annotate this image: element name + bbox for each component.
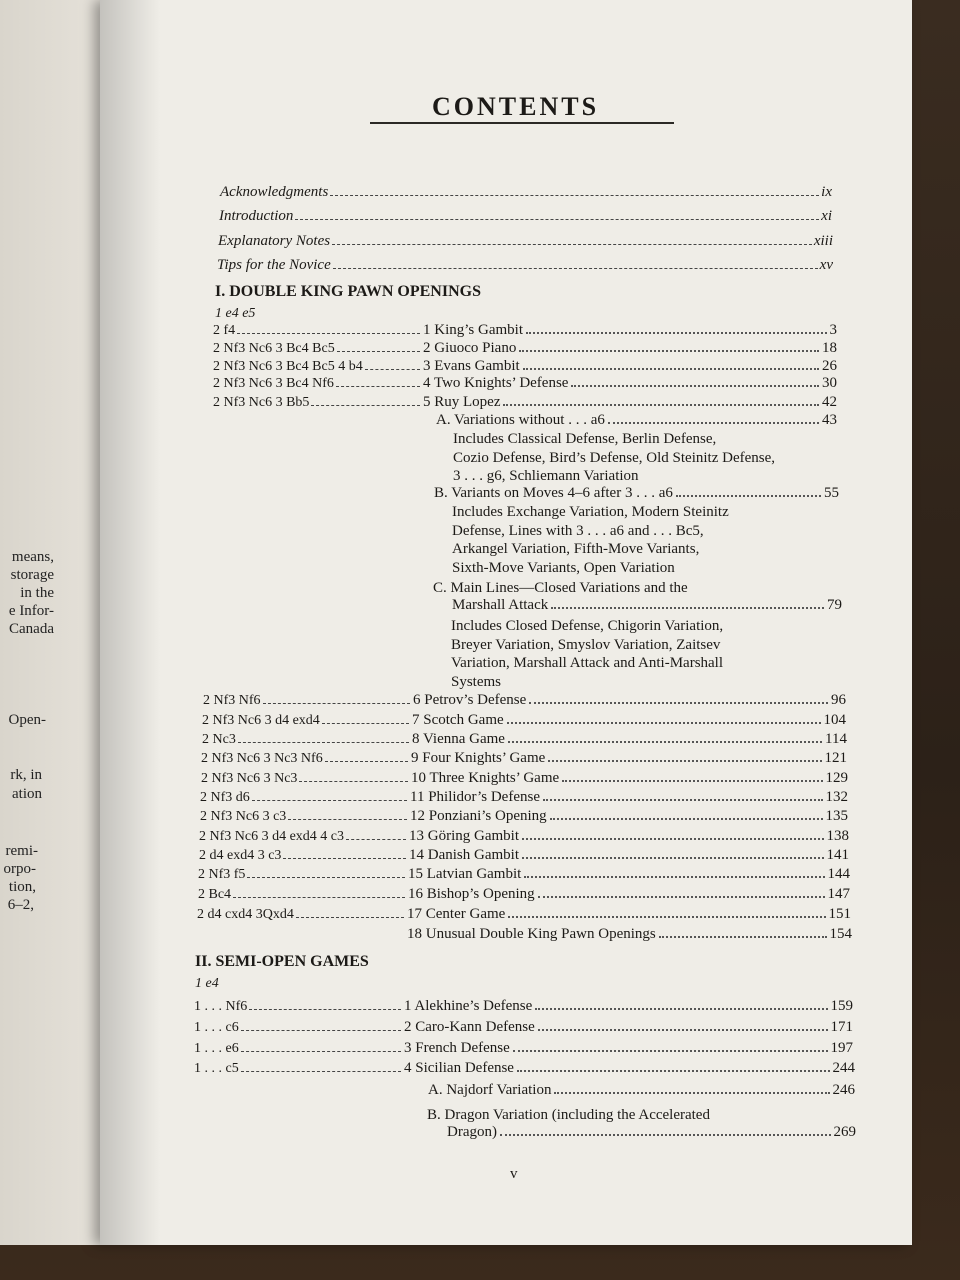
leader bbox=[523, 367, 819, 370]
leader bbox=[562, 779, 822, 782]
front-matter-row bbox=[217, 257, 833, 274]
chapter-title: 14 Danish Gambit bbox=[409, 847, 519, 863]
page-number: 246 bbox=[832, 1082, 855, 1098]
toc-entry bbox=[198, 886, 850, 903]
chapter-title: 1 Alekhine’s Defense bbox=[404, 998, 533, 1014]
leader bbox=[538, 895, 825, 898]
front-matter-row bbox=[219, 208, 832, 225]
chapter-title: 4 Sicilian Defense bbox=[404, 1060, 514, 1076]
left-text-fragment: Canada bbox=[9, 621, 54, 637]
page-number: 30 bbox=[822, 375, 837, 391]
move-sequence: 1 . . . Nf6 bbox=[194, 999, 404, 1015]
toc-entry bbox=[198, 866, 850, 883]
subsection-description: Includes Exchange Variation, Modern Steinitz Defense, Lines with 3 . . . a6 and . . . Bc5, Arkangel Variation, Fifth-Move Variants, Sixth-Move Variants, Open Variation bbox=[452, 504, 729, 576]
move-sequence: 2 Nf3 Nc6 3 Bc4 Bc5 bbox=[213, 341, 423, 357]
move-sequence: 2 Nf3 Nc6 3 c3 bbox=[200, 809, 410, 825]
page-number: 269 bbox=[833, 1124, 856, 1140]
chapter-title: 8 Vienna Game bbox=[412, 731, 505, 747]
leader bbox=[508, 740, 822, 743]
page-number: 55 bbox=[824, 485, 839, 501]
left-text-fragment: means, bbox=[11, 549, 54, 565]
front-matter-page: ix bbox=[821, 184, 832, 200]
move-sequence: 2 Nf3 Nc6 3 Bc4 Nf6 bbox=[213, 376, 423, 392]
chapter-title: 13 Göring Gambit bbox=[409, 828, 519, 844]
page-number: 132 bbox=[825, 789, 848, 805]
move-sequence: 2 d4 cxd4 3Qxd4 bbox=[197, 907, 407, 923]
page-number: 42 bbox=[822, 394, 837, 410]
page-number: 3 bbox=[829, 322, 837, 338]
toc-entry bbox=[407, 926, 852, 943]
leader bbox=[507, 721, 821, 724]
leader bbox=[333, 267, 818, 269]
front-matter-label: Tips for the Novice bbox=[217, 257, 331, 273]
left-text-fragment: rk, in bbox=[10, 767, 42, 783]
chapter-title: 15 Latvian Gambit bbox=[408, 866, 522, 882]
leader bbox=[503, 403, 819, 406]
move-prefix: 1 e4 bbox=[195, 976, 219, 991]
move-sequence: 1 . . . e6 bbox=[194, 1041, 404, 1057]
toc-entry bbox=[213, 375, 837, 392]
section-heading: I. DOUBLE KING PAWN OPENINGS bbox=[215, 283, 481, 300]
leader bbox=[659, 935, 827, 938]
chapter-title: 5 Ruy Lopez bbox=[423, 394, 501, 410]
chapter-title: 7 Scotch Game bbox=[412, 712, 504, 728]
front-matter-row bbox=[220, 184, 832, 201]
chapter-title: 17 Center Game bbox=[407, 906, 506, 922]
page-number: 151 bbox=[828, 906, 851, 922]
leader bbox=[330, 194, 819, 196]
move-prefix: 1 e4 e5 bbox=[215, 306, 256, 321]
front-matter-label: Acknowledgments bbox=[220, 184, 329, 200]
toc-entry bbox=[194, 998, 853, 1015]
move-sequence: 2 Nf3 Nf6 bbox=[203, 693, 413, 709]
chapter-title: 16 Bishop’s Opening bbox=[408, 886, 535, 902]
subsection-entry bbox=[436, 412, 837, 429]
leader bbox=[517, 1069, 830, 1072]
left-text-fragment: remi- bbox=[5, 843, 38, 859]
leader bbox=[543, 798, 823, 801]
chapter-title: 12 Ponziani’s Opening bbox=[410, 808, 547, 824]
move-sequence: 1 . . . c5 bbox=[194, 1061, 404, 1077]
move-sequence: 2 f4 bbox=[213, 323, 423, 339]
subsection-title: Marshall Attack bbox=[452, 597, 549, 613]
page-number: 18 bbox=[822, 340, 837, 356]
leader bbox=[571, 384, 819, 387]
toc-entry bbox=[203, 692, 846, 709]
toc-entry bbox=[194, 1040, 853, 1057]
move-sequence: 2 Nf3 Nc6 3 Nc3 Nf6 bbox=[201, 751, 411, 767]
leader bbox=[535, 1007, 827, 1010]
page-number: 244 bbox=[832, 1060, 855, 1076]
chapter-title: 11 Philidor’s Defense bbox=[410, 789, 540, 805]
page-number: 159 bbox=[830, 998, 853, 1014]
front-matter-page: xiii bbox=[813, 233, 833, 249]
leader bbox=[550, 817, 823, 820]
front-matter-row bbox=[218, 233, 833, 250]
toc-entry bbox=[200, 808, 848, 825]
move-sequence: 2 Nf3 Nc6 3 d4 exd4 bbox=[202, 713, 412, 729]
left-text-fragment: storage bbox=[10, 567, 54, 583]
page-number: 138 bbox=[826, 828, 849, 844]
chapter-title: 2 Caro-Kann Defense bbox=[404, 1019, 535, 1035]
page-number: 26 bbox=[822, 358, 837, 374]
chapter-title: 10 Three Knights’ Game bbox=[411, 770, 560, 786]
subsection-description: Includes Classical Defense, Berlin Defense, Cozio Defense, Bird’s Defense, Old Steinitz Defense, 3 . . . g6, Schliemann Variation bbox=[453, 431, 775, 484]
subsection-title: A. Najdorf Variation bbox=[428, 1082, 552, 1098]
leader bbox=[500, 1133, 831, 1136]
toc-entry bbox=[201, 750, 847, 767]
chapter-title: 9 Four Knights’ Game bbox=[411, 750, 546, 766]
page-number: 147 bbox=[827, 886, 850, 902]
page-number: 135 bbox=[825, 808, 848, 824]
left-text-fragment: tion, bbox=[8, 879, 36, 895]
subsection-title: B. Dragon Variation (including the Accelerated bbox=[427, 1107, 710, 1123]
page-title: CONTENTS bbox=[432, 92, 600, 121]
front-matter-label: Introduction bbox=[219, 208, 294, 224]
subsection-entry bbox=[447, 1124, 856, 1141]
subsection-title: C. Main Lines—Closed Variations and the bbox=[433, 580, 688, 596]
move-sequence: 2 Bc4 bbox=[198, 887, 408, 903]
subsection-title: Dragon) bbox=[447, 1124, 497, 1140]
left-text-fragment: ation bbox=[12, 786, 42, 802]
page-number: 114 bbox=[825, 731, 847, 747]
page-number: 104 bbox=[823, 712, 846, 728]
front-matter-label: Explanatory Notes bbox=[218, 233, 331, 249]
leader bbox=[554, 1091, 829, 1094]
page-number: 79 bbox=[827, 597, 842, 613]
leader bbox=[524, 875, 824, 878]
chapter-title: 18 Unusual Double King Pawn Openings bbox=[407, 926, 656, 942]
section-heading: II. SEMI-OPEN GAMES bbox=[195, 953, 369, 970]
page-number: 141 bbox=[826, 847, 849, 863]
subsection-entry bbox=[428, 1082, 855, 1099]
chapter-title: 3 French Defense bbox=[404, 1040, 510, 1056]
toc-entry bbox=[201, 770, 848, 787]
front-matter-page: xi bbox=[821, 208, 832, 224]
move-sequence: 2 Nf3 Nc6 3 Bb5 bbox=[213, 395, 423, 411]
title-rule bbox=[370, 122, 674, 124]
left-text-fragment: orpo- bbox=[3, 861, 36, 877]
page-number: 144 bbox=[827, 866, 850, 882]
subsection-entry bbox=[452, 597, 842, 614]
left-text-fragment: in the bbox=[20, 585, 54, 601]
toc-entry bbox=[213, 358, 837, 375]
toc-entry bbox=[213, 340, 837, 357]
toc-entry bbox=[202, 731, 847, 748]
chapter-title: 2 Giuoco Piano bbox=[423, 340, 517, 356]
left-text-fragment: Open- bbox=[8, 712, 46, 728]
subsection-description: Includes Closed Defense, Chigorin Variation, Breyer Variation, Smyslov Variation, Zaitsev Variation, Marshall Attack and Anti-Marshall Systems bbox=[451, 618, 724, 690]
toc-entry bbox=[213, 394, 837, 411]
toc-entry bbox=[213, 322, 837, 339]
leader bbox=[529, 701, 828, 704]
chapter-title: 4 Two Knights’ Defense bbox=[423, 375, 569, 391]
leader bbox=[522, 837, 824, 840]
move-sequence: 2 Nf3 Nc6 3 Bc4 Bc5 4 b4 bbox=[213, 359, 423, 375]
leader bbox=[548, 759, 821, 762]
move-sequence: 2 Nf3 Nc6 3 d4 exd4 4 c3 bbox=[199, 829, 409, 845]
page-number: 197 bbox=[830, 1040, 853, 1056]
page-number: 154 bbox=[829, 926, 852, 942]
move-sequence: 2 Nf3 d6 bbox=[200, 790, 410, 806]
toc-entry bbox=[199, 828, 849, 845]
subsection-title: B. Variants on Moves 4–6 after 3 . . . a6 bbox=[434, 485, 673, 501]
move-sequence: 2 Nc3 bbox=[202, 732, 412, 748]
page-number: 129 bbox=[825, 770, 848, 786]
left-text-fragment: 6–2, bbox=[7, 897, 34, 913]
leader bbox=[513, 1049, 828, 1052]
toc-entry bbox=[202, 712, 846, 729]
leader bbox=[538, 1028, 828, 1031]
front-matter-page: xv bbox=[819, 257, 833, 273]
subsection-title: A. Variations without . . . a6 bbox=[436, 412, 605, 428]
left-text-fragment: e Infor- bbox=[8, 603, 54, 619]
page-number: 96 bbox=[831, 692, 846, 708]
page-number: 43 bbox=[822, 412, 837, 428]
leader bbox=[519, 349, 819, 352]
toc-entry bbox=[194, 1019, 853, 1036]
chapter-title: 6 Petrov’s Defense bbox=[413, 692, 527, 708]
page-folio: v bbox=[510, 1166, 518, 1182]
chapter-title: 1 King’s Gambit bbox=[423, 322, 523, 338]
toc-entry bbox=[194, 1060, 855, 1077]
leader bbox=[526, 331, 827, 334]
leader bbox=[608, 421, 819, 424]
move-sequence: 2 Nf3 f5 bbox=[198, 867, 408, 883]
leader bbox=[676, 494, 821, 497]
toc-entry bbox=[200, 789, 848, 806]
subsection-entry bbox=[434, 485, 839, 502]
leader bbox=[508, 915, 825, 918]
page-number: 171 bbox=[830, 1019, 853, 1035]
move-sequence: 1 . . . c6 bbox=[194, 1020, 404, 1036]
toc-entry bbox=[199, 847, 849, 864]
move-sequence: 2 d4 exd4 3 c3 bbox=[199, 848, 409, 864]
chapter-title: 3 Evans Gambit bbox=[423, 358, 520, 374]
leader bbox=[551, 606, 824, 609]
leader bbox=[295, 218, 819, 220]
page-number: 121 bbox=[824, 750, 847, 766]
leader bbox=[332, 243, 812, 245]
toc-entry bbox=[197, 906, 851, 923]
leader bbox=[522, 856, 824, 859]
move-sequence: 2 Nf3 Nc6 3 Nc3 bbox=[201, 771, 411, 787]
